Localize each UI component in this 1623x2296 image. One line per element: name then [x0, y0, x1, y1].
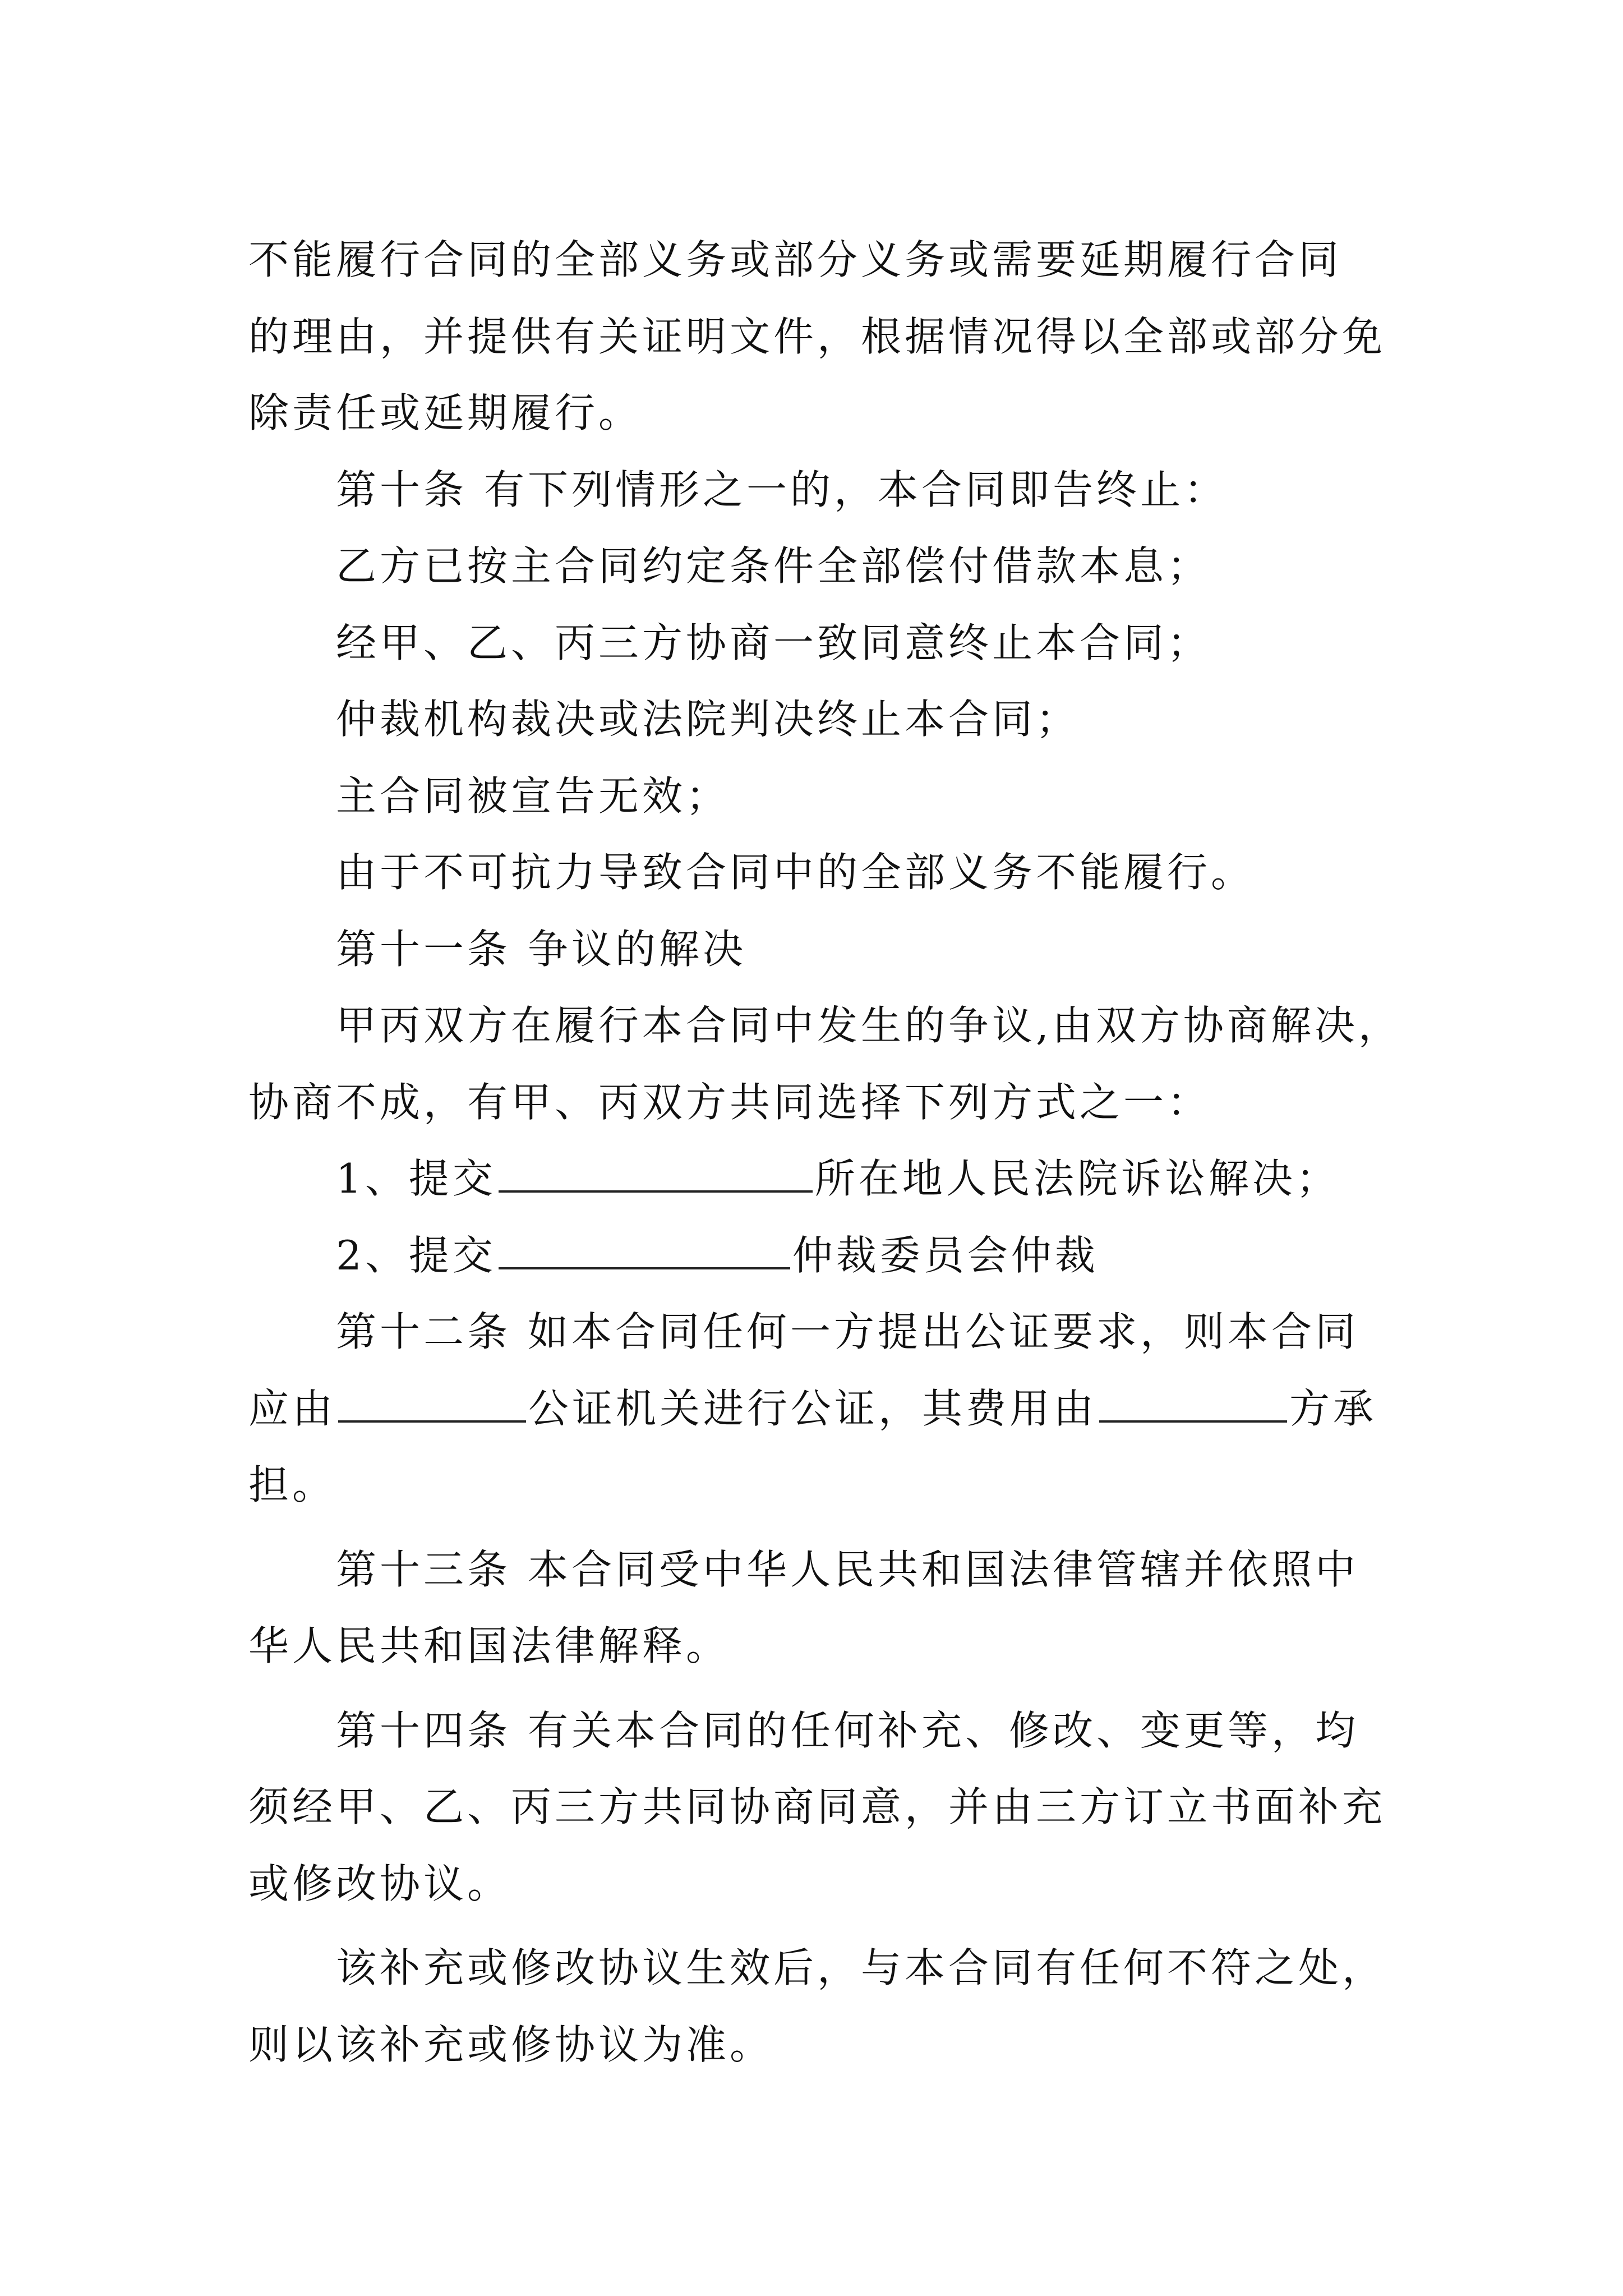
- paragraph-line: [248, 1370, 1387, 1447]
- option-suffix: 所在地人民法院诉讼解决；: [814, 1155, 1340, 1202]
- paragraph-line: 协商不成，有甲、丙双方共同选择下列方式之一：: [248, 1078, 1211, 1126]
- article-11-heading: [248, 911, 1387, 988]
- paragraph-line: 华人民共和国法律解释。: [248, 1622, 730, 1669]
- article-text: 如本合同任何一方提出公证要求，则本合同: [528, 1308, 1359, 1355]
- paragraph-line: 的理由，并提供有关证明文件，根据情况得以全部或部分免: [248, 312, 1386, 360]
- termination-item: 经甲、乙、丙三方协商一致同意终止本合同；: [336, 619, 1211, 666]
- paragraph-line: 或修改协议。: [248, 1860, 511, 1907]
- option-suffix: 仲裁委员会仲裁: [792, 1231, 1099, 1279]
- paragraph-line: 该补充或修改协议生效后，与本合同有任何不符之处，: [336, 1944, 1386, 1991]
- article-14-heading: [248, 1692, 1387, 1769]
- article-number: 第十二条: [336, 1308, 511, 1355]
- termination-item: 主合同被宣告无效；: [336, 772, 730, 820]
- option-prefix: 1、提交: [336, 1155, 496, 1202]
- text-segment: 应由: [248, 1384, 336, 1432]
- paragraph-line: 须经甲、乙、丙三方共同协商同意，并由三方订立书面补充: [248, 1783, 1386, 1830]
- fill-in-blank: [499, 1235, 790, 1269]
- text-segment: 公证机关进行公证，其费用由: [528, 1384, 1098, 1432]
- paragraph-line: 甲丙双方在履行本合同中发生的争议,由双方协商解决，: [336, 1002, 1402, 1049]
- fill-in-blank: [338, 1388, 526, 1423]
- article-text: 本合同受中华人民共和国法律管辖并依照中: [528, 1545, 1359, 1593]
- paragraph-line: 除责任或延期履行。: [248, 389, 643, 436]
- article-number: 第十一条: [336, 925, 511, 973]
- article-13-heading: [248, 1531, 1387, 1608]
- article-title: 争议的解决: [528, 925, 747, 973]
- termination-item: 由于不可抗力导致合同中的全部义务不能履行。: [336, 849, 1255, 896]
- article-text: 有关本合同的任何补充、修改、变更等，均: [528, 1706, 1359, 1754]
- termination-item: 仲裁机构裁决或法院判决终止本合同；: [336, 696, 1080, 743]
- article-number: 第十四条: [336, 1706, 511, 1754]
- dispute-option-1: [248, 1140, 1387, 1217]
- article-10-heading: [248, 452, 1387, 528]
- paragraph-line: 不能履行合同的全部义务或部分义务或需要延期履行合同: [248, 236, 1343, 283]
- dispute-option-2: [248, 1217, 1387, 1294]
- contract-body: [248, 222, 1402, 2083]
- termination-item: 乙方已按主合同约定条件全部偿付借款本息；: [336, 542, 1211, 590]
- article-title: 有下列情形之一的，本合同即告终止：: [484, 466, 1228, 513]
- option-prefix: 2、提交: [336, 1231, 496, 1279]
- paragraph-line: 则以该补充或修协议为准。: [248, 2021, 774, 2068]
- article-number: 第十三条: [336, 1545, 511, 1593]
- fill-in-blank: [1099, 1388, 1287, 1423]
- article-12-heading: [248, 1294, 1387, 1370]
- article-number: 第十条: [336, 466, 468, 513]
- paragraph-line: 担。: [248, 1461, 336, 1508]
- fill-in-blank: [499, 1158, 813, 1193]
- text-segment: 方承: [1289, 1384, 1377, 1432]
